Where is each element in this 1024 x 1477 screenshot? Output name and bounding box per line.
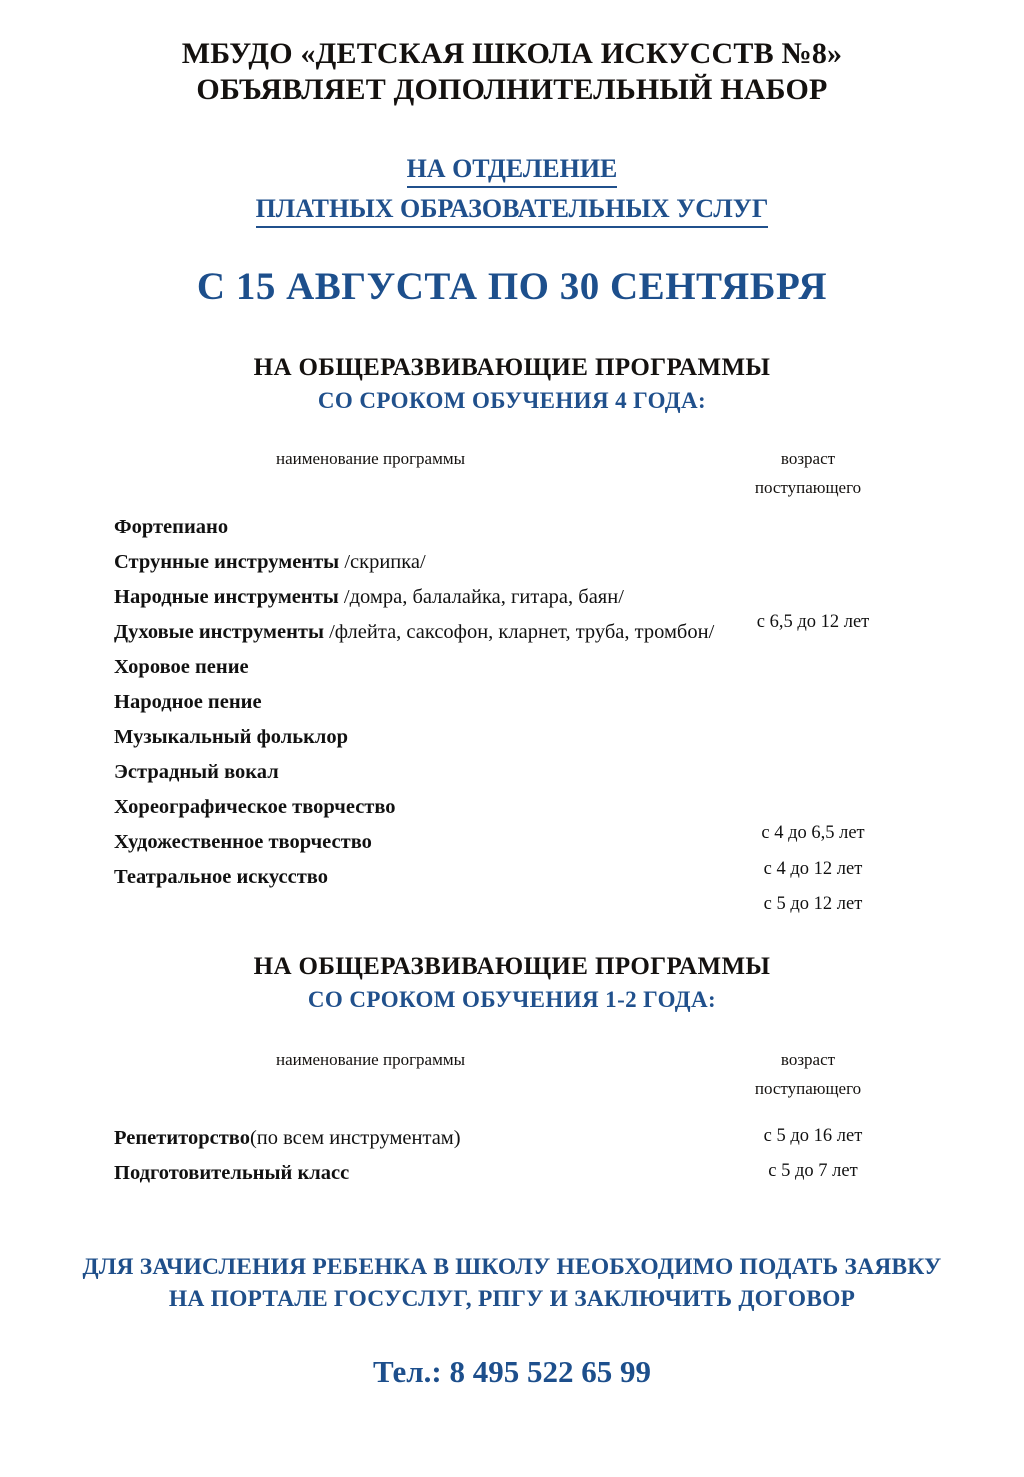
section-1-heading-line-1: НА ОБЩЕРАЗВИВАЮЩИЕ ПРОГРАММЫ <box>253 354 771 381</box>
section-1-program-list <box>48 510 715 895</box>
column-header-program: наименование программы <box>276 449 466 468</box>
section-2-heading-line-2: СО СРОКОМ ОБУЧЕНИЯ 1-2 ГОДА: <box>307 987 717 1012</box>
enrollment-instructions-line-2: НА ПОРТАЛЕ ГОСУСЛУГ, РПГУ И ЗАКЛЮЧИТЬ ДОГОВОР <box>168 1286 856 1312</box>
program-detail: /домра, балалайка, гитара, баян/ <box>343 586 624 608</box>
column-header-age-line-1: возраст <box>780 1050 836 1069</box>
program-name: Репетиторство <box>114 1127 250 1149</box>
program-detail: (по всем инструментам) <box>249 1127 461 1149</box>
section-2-table <box>48 1045 976 1191</box>
section-2-column-headers <box>48 1045 976 1105</box>
age-value: с 4 до 6,5 лет <box>761 823 865 843</box>
program-name: Подготовительный класс <box>114 1162 350 1184</box>
table-row <box>48 615 748 650</box>
table-row <box>48 1156 748 1191</box>
program-name: Фортепиано <box>114 516 229 538</box>
contact-phone: Тел.: 8 495 522 65 99 <box>373 1354 651 1389</box>
table-row <box>48 650 748 685</box>
section-2-rows <box>48 1121 976 1191</box>
table-row <box>48 545 748 580</box>
table-row <box>48 510 748 545</box>
section-1-heading <box>48 352 976 416</box>
column-header-age-line-1: возраст <box>780 449 836 468</box>
section-1-column-headers <box>48 444 976 504</box>
table-row <box>48 790 748 825</box>
program-name: Народные инструменты <box>114 586 339 608</box>
table-row <box>48 755 748 790</box>
enrollment-instructions <box>48 1251 976 1315</box>
table-row <box>48 720 748 755</box>
enrollment-date-range: С 15 АВГУСТА ПО 30 СЕНТЯБРЯ <box>196 265 828 308</box>
age-value: с 4 до 12 лет <box>763 859 863 879</box>
section-1-rows <box>48 510 976 914</box>
program-name: Народное пение <box>114 691 262 713</box>
section-2-program-list <box>48 1121 688 1191</box>
department-line-1: НА ОТДЕЛЕНИЕ <box>407 152 618 188</box>
program-name: Духовые инструменты <box>114 621 324 643</box>
column-header-program: наименование программы <box>276 1050 466 1069</box>
enrollment-instructions-line-1: ДЛЯ ЗАЧИСЛЕНИЯ РЕБЕНКА В ШКОЛУ НЕОБХОДИМО ПОДАТЬ ЗАЯВКУ <box>82 1254 942 1280</box>
page-title <box>48 0 976 108</box>
program-name: Струнные инструменты <box>114 551 340 573</box>
column-header-age <box>688 444 928 502</box>
program-name: Музыкальный фольклор <box>114 726 349 748</box>
program-detail: /скрипка/ <box>344 551 426 573</box>
program-name: Хоровое пение <box>114 656 249 678</box>
department-heading-row-2 <box>48 192 976 228</box>
section-2-heading <box>48 951 976 1015</box>
program-detail: /флейта, саксофон, кларнет, труба, тромбон/ <box>329 621 715 643</box>
department-line-2: ПЛАТНЫХ ОБРАЗОВАТЕЛЬНЫХ УСЛУГ <box>256 192 769 228</box>
program-name: Хореографическое творчество <box>114 796 396 818</box>
section-1-heading-line-2: СО СРОКОМ ОБУЧЕНИЯ 4 ГОДА: <box>317 388 707 413</box>
department-heading-row-1 <box>48 152 976 188</box>
table-row <box>48 860 748 895</box>
section-1-table <box>48 444 976 914</box>
department-heading <box>48 152 976 228</box>
age-value: с 6,5 до 12 лет <box>756 612 870 632</box>
table-row <box>48 825 748 860</box>
title-line-2: ОБЪЯВЛЯЕТ ДОПОЛНИТЕЛЬНЫЙ НАБОР <box>196 73 828 106</box>
column-header-age <box>688 1045 928 1103</box>
program-name: Эстрадный вокал <box>114 761 279 783</box>
column-header-age-line-2: поступающего <box>754 478 862 497</box>
age-value: с 5 до 7 лет <box>768 1161 858 1181</box>
age-value: с 5 до 16 лет <box>763 1126 863 1146</box>
table-row <box>48 1121 748 1156</box>
program-name: Театральное искусство <box>114 866 328 888</box>
table-row <box>48 580 748 615</box>
section-2-heading-line-1: НА ОБЩЕРАЗВИВАЮЩИЕ ПРОГРАММЫ <box>253 953 771 980</box>
age-value: с 5 до 12 лет <box>763 894 863 914</box>
program-name: Художественное творчество <box>114 831 372 853</box>
title-line-1: МБУДО «ДЕТСКАЯ ШКОЛА ИСКУССТВ №8» <box>181 37 843 70</box>
table-row <box>48 685 748 720</box>
column-header-age-line-2: поступающего <box>754 1079 862 1098</box>
